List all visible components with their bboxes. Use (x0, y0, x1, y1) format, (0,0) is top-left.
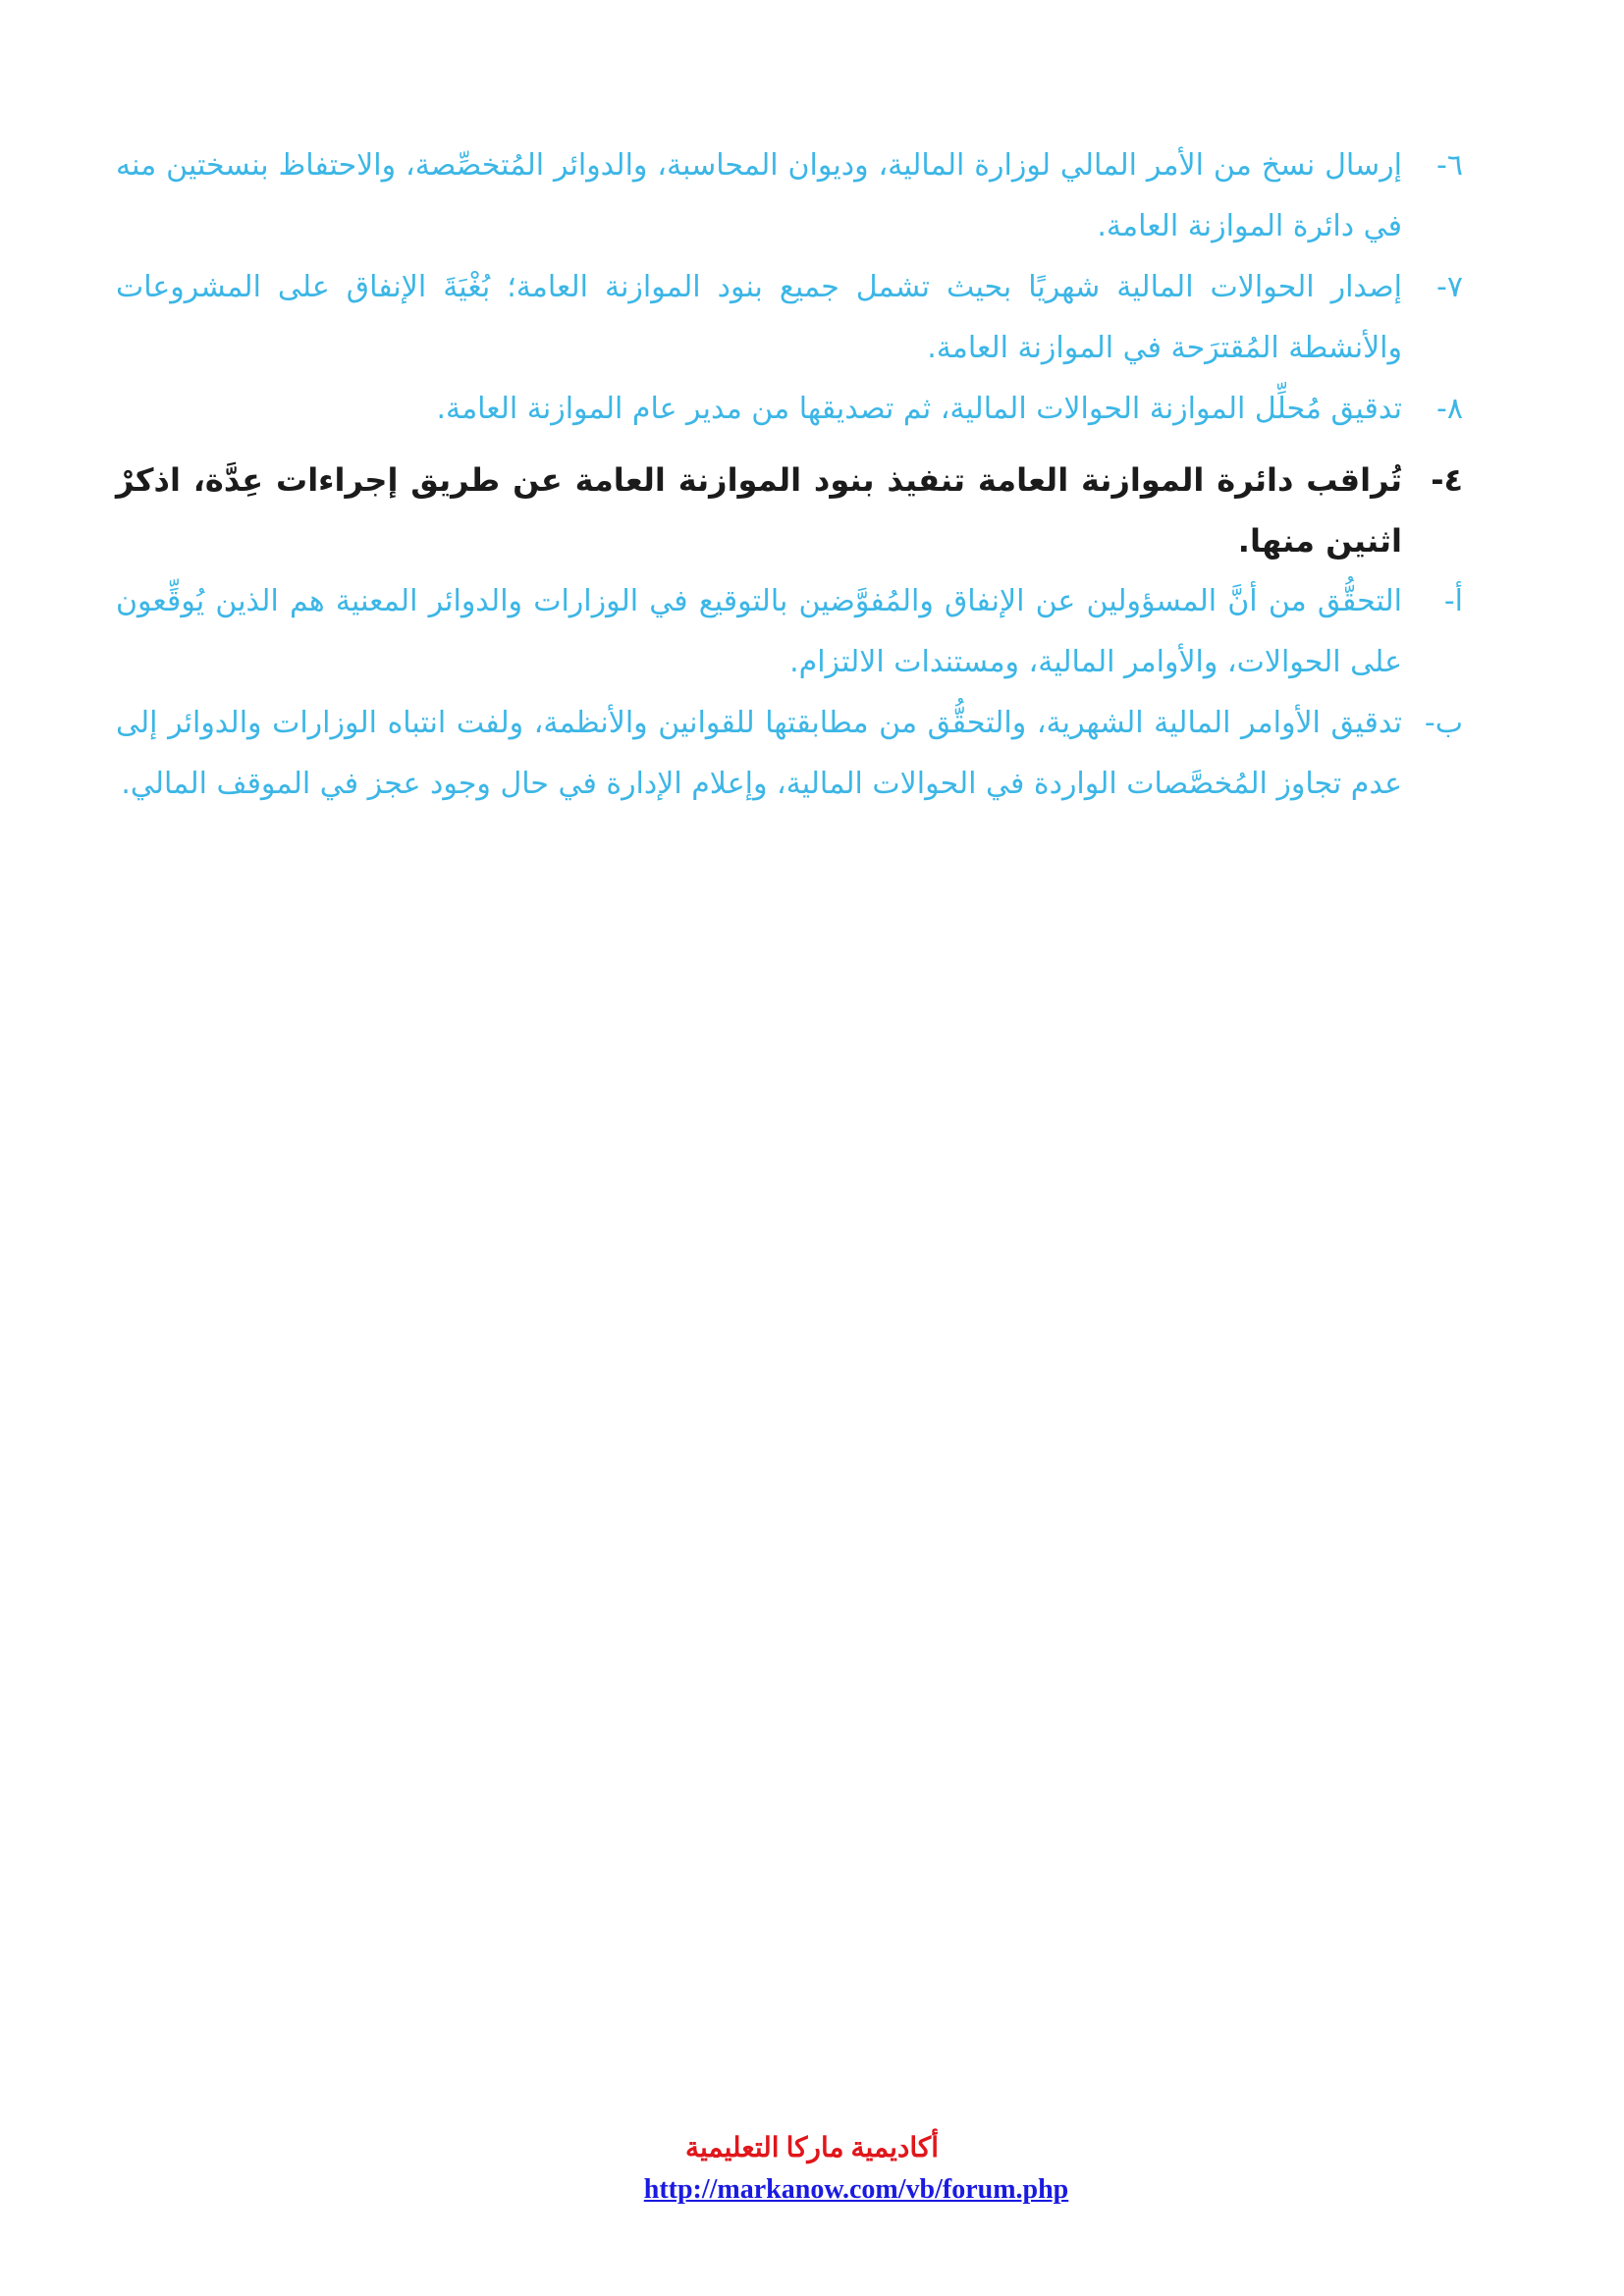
list-item-7 (116, 257, 1463, 379)
answer-letter: أ- (1443, 584, 1463, 618)
list-item-number: ٨- (1436, 392, 1463, 426)
answer-a (116, 571, 1463, 693)
answer-text: التحقُّق من أنَّ المسؤولين عن الإنفاق والمُفوَّضين بالتوقيع في الوزارات والدوائر المعنية هم الذين يُوقِّعون على الحوالات، والأوامر المالية، ومستندات الالتزام. (116, 584, 1402, 679)
answer-b (116, 693, 1463, 815)
list-item-6 (116, 135, 1463, 257)
list-item-number: ٧- (1436, 270, 1463, 304)
list-item-text: إرسال نسخ من الأمر المالي لوزارة المالية، وديوان المحاسبة، والدوائر المُتخصِّصة، والاحتفاظ بنسختين منه في دائرة الموازنة العامة. (116, 148, 1402, 243)
question-text: تُراقب دائرة الموازنة العامة تنفيذ بنود الموازنة العامة عن طريق إجراءات عِدَّة، اذكرْ اثنين منها. (116, 461, 1402, 560)
list-item-text: تدقيق مُحلِّل الموازنة الحوالات المالية، ثم تصديقها من مدير عام الموازنة العامة. (436, 392, 1402, 426)
footer-link[interactable]: http://markanow.com/vb/forum.php (643, 2174, 1069, 2205)
list-item-text: إصدار الحوالات المالية شهريًا بحيث تشمل جميع بنود الموازنة العامة؛ بُغْيَةَ الإنفاق على المشروعات والأنشطة المُقترَحة في الموازنة العامة. (116, 270, 1402, 365)
list-item-number: ٦- (1436, 148, 1463, 183)
answers-list (116, 571, 1463, 815)
list-item-8 (116, 379, 1463, 440)
question-number: ٤- (1431, 461, 1463, 499)
answer-text: تدقيق الأوامر المالية الشهرية، والتحقُّق من مطابقتها للقوانين والأنظمة، ولفت انتباه الوزارات والدوائر إلى عدم تجاوز المُخصَّصات الواردة في الحوالات المالية، وإعلام الإدارة في حال وجود عجز في الموقف المالي. (116, 706, 1402, 801)
document-content (116, 135, 1463, 815)
footer-title: أكاديمية ماركا التعليمية (684, 2133, 940, 2163)
question-4 (116, 450, 1463, 571)
page-footer (0, 2128, 1624, 2211)
answer-letter: ب- (1424, 706, 1463, 740)
